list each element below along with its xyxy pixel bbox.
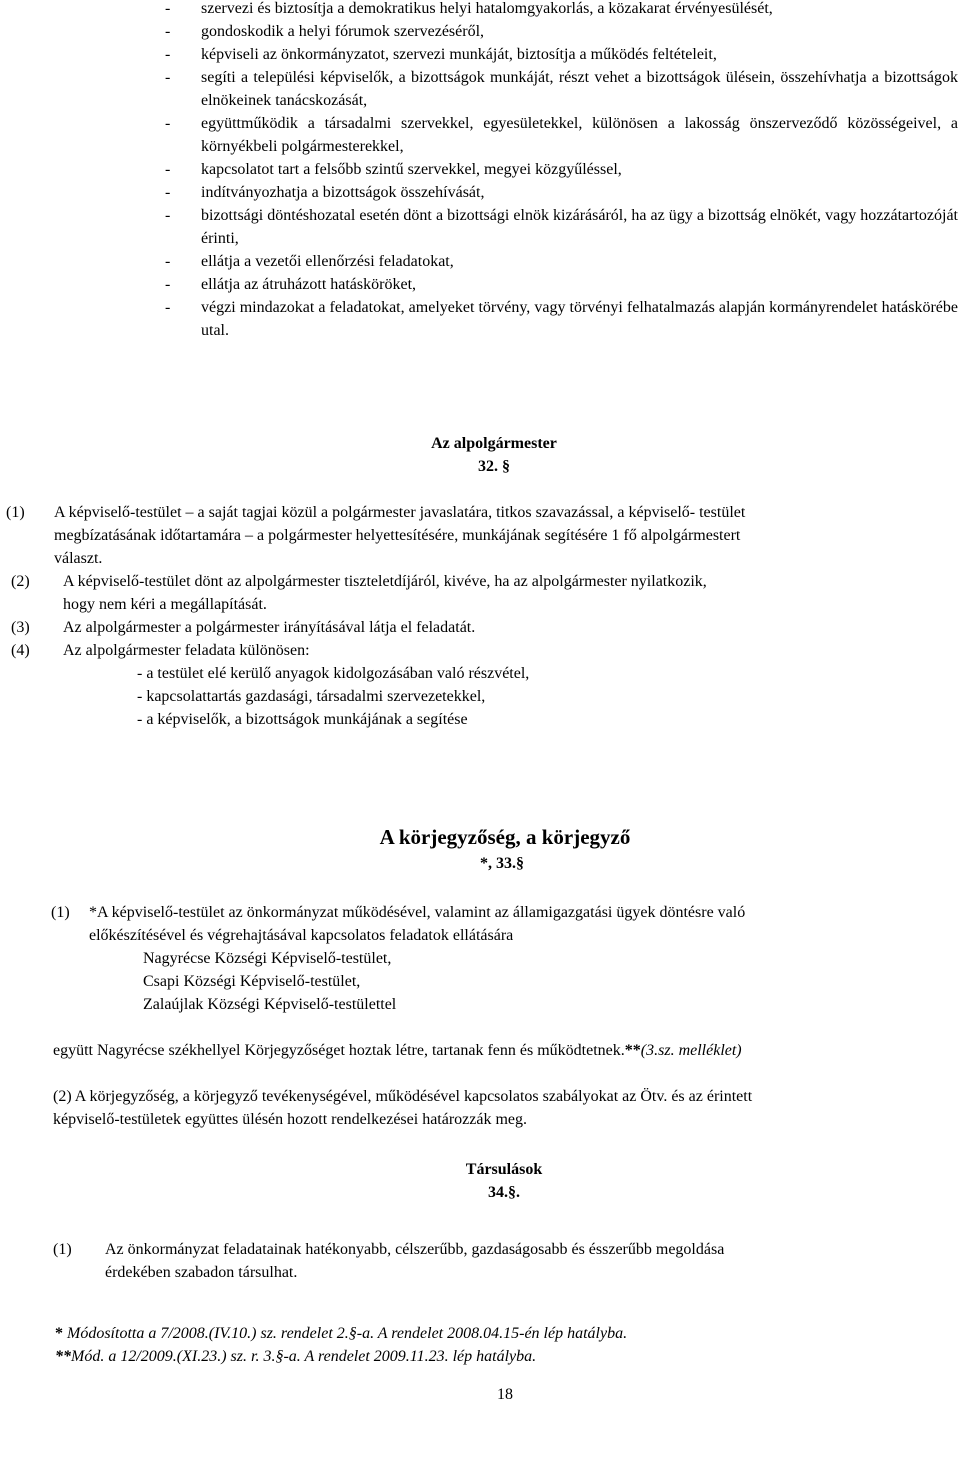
list-item-text: indítványozhatja a bizottságok összehívását, — [201, 184, 485, 201]
together-text: együtt Nagyrécse székhellyel Körjegyzőséget hoztak létre, tartanak fenn és működtetnek. — [53, 1042, 625, 1059]
list-item — [165, 204, 960, 250]
paragraph-number: (2) — [11, 573, 30, 590]
bullet-dash: - — [165, 115, 171, 132]
list-item — [165, 273, 960, 296]
section-number-32: 32. § — [478, 458, 510, 475]
paragraph-text: *A képviselő-testület az önkormányzat működésével, valamint az államigazgatási ügyek döntésre való — [89, 904, 746, 921]
list-item-text: segíti a települési képviselők, a bizottságok munkáját, részt vehet a bizottságok ülésein, összehívhatja a bizottságok elnökeinek tanácskozását, — [201, 69, 958, 109]
footnote-mark: * — [55, 1325, 63, 1342]
section-number-34: 34.§. — [488, 1184, 520, 1201]
member-item: Csapi Községi Képviselő-testület, — [143, 973, 361, 990]
list-item-text: gondoskodik a helyi fórumok szervezéséről, — [201, 23, 485, 40]
paragraph-text: Az alpolgármester feladata különösen: — [63, 642, 310, 659]
paragraph-text: előkészítésével és végrehajtásával kapcsolatos feladatok ellátására — [89, 927, 514, 944]
bullet-dash: - — [165, 207, 171, 224]
footnote-text: Mód. a 12/2009.(XI.23.) sz. r. 3.§-a. A rendelet 2009.11.23. lép hatályba. — [71, 1348, 537, 1365]
annex-reference: (3.sz. melléklet) — [640, 1042, 742, 1059]
paragraph-number: (1) — [51, 904, 70, 921]
bullet-dash: - — [165, 299, 171, 316]
list-item — [165, 181, 960, 204]
paragraph-text: érdekében szabadon társulhat. — [105, 1264, 298, 1281]
list-item-text: bizottsági döntéshozatal esetén dönt a bizottsági elnök kizárásáról, ha az ügy a bizottság elnökét, vagy hozzátartozóját érinti, — [201, 207, 958, 247]
list-item-text: ellátja a vezetői ellenőrzési feladatokat, — [201, 253, 454, 270]
list-item-text: együttműködik a társadalmi szervekkel, egyesületekkel, különösen a lakosság önszerveződő közösségeivel, a környékbeli polgármesterekkel, — [201, 115, 958, 155]
section-title-alpolgarmester: Az alpolgármester — [431, 435, 557, 452]
paragraph-number: (1) — [53, 1241, 72, 1258]
list-item-text: képviseli az önkormányzatot, szervezi munkáját, biztosítja a működés feltételeit, — [201, 46, 717, 63]
list-item — [165, 66, 960, 112]
bullet-dash: - — [165, 184, 171, 201]
paragraph-text: megbízatásának időtartamára – a polgármester helyettesítésére, munkájának segítésére 1 fő alpolgármestert — [54, 527, 741, 544]
list-item — [165, 112, 960, 158]
list-item-text: szervezi és biztosítja a demokratikus helyi hatalomgyakorlás, a közakarat érvényesülését, — [201, 0, 773, 17]
paragraph-text: (2) A körjegyzőség, a körjegyző tevékenységével, működésével kapcsolatos szabályokat az Ötv. és az érintett — [53, 1088, 753, 1105]
footnote-mark: ** — [55, 1348, 71, 1365]
bullet-dash: - — [165, 0, 171, 17]
paragraph-number: (4) — [11, 642, 30, 659]
list-item: - kapcsolattartás gazdasági, társadalmi szervezetekkel, — [137, 688, 486, 705]
paragraph-text: képviselő-testületek együttes ülésén hozott rendelkezései határozzák meg. — [53, 1111, 528, 1128]
paragraph-number: (1) — [6, 504, 25, 521]
paragraph-text: Az önkormányzat feladatainak hatékonyabb, célszerűbb, gazdaságosabb és ésszerűbb megoldása — [105, 1241, 725, 1258]
list-item-text: ellátja az átruházott hatásköröket, — [201, 276, 417, 293]
bullet-dash: - — [165, 46, 171, 63]
list-item — [165, 250, 960, 273]
bullet-dash: - — [165, 23, 171, 40]
footnote — [55, 1345, 536, 1368]
section-title-korjegyzoseg: A körjegyzőség, a körjegyző — [379, 825, 631, 849]
list-item-text: végzi mindazokat a feladatokat, amelyeket törvény, vagy törvényi felhatalmazás alapján kormányrendelet hatáskörébe utal. — [201, 299, 958, 339]
paragraph-number: (3) — [11, 619, 30, 636]
footnote-mark: ** — [624, 1042, 641, 1059]
footnote — [55, 1322, 627, 1345]
list-item — [165, 20, 960, 43]
list-item: - a képviselők, a bizottságok munkájának a segítése — [137, 711, 468, 728]
page-number: 18 — [497, 1386, 513, 1403]
list-item — [165, 0, 960, 20]
paragraph-text: Az alpolgármester a polgármester irányításával látja el feladatát. — [63, 619, 476, 636]
bullet-dash: - — [165, 69, 171, 86]
paragraph-text: A képviselő-testület dönt az alpolgármester tiszteletdíjáról, kivéve, ha az alpolgármester nyilatkozik, — [63, 573, 707, 590]
member-item: Zalaújlak Községi Képviselő-testülettel — [143, 996, 397, 1013]
footnote-text: Módosította a 7/2008.(IV.10.) sz. rendelet 2.§-a. A rendelet 2008.04.15-én lép hatályba. — [63, 1325, 628, 1342]
paragraph-text — [53, 1039, 742, 1062]
bullet-dash: - — [165, 161, 171, 178]
paragraph-text: hogy nem kéri a megállapítását. — [63, 596, 267, 613]
bullet-dash: - — [165, 276, 171, 293]
section-number-33: *, 33.§ — [480, 855, 524, 872]
list-item — [165, 158, 960, 181]
bullet-dash: - — [165, 253, 171, 270]
paragraph-text: A képviselő-testület – a saját tagjai közül a polgármester javaslatára, titkos szavazással, a képviselő- testület — [54, 504, 746, 521]
list-item — [165, 296, 960, 342]
list-item — [165, 43, 960, 66]
list-item-text: kapcsolatot tart a felsőbb szintű szervekkel, megyei közgyűléssel, — [201, 161, 622, 178]
paragraph-text: választ. — [54, 550, 103, 567]
list-item: - a testület elé kerülő anyagok kidolgozásában való részvétel, — [137, 665, 530, 682]
member-item: Nagyrécse Községi Képviselő-testület, — [143, 950, 392, 967]
section-title-tarsulasok: Társulások — [465, 1161, 543, 1178]
